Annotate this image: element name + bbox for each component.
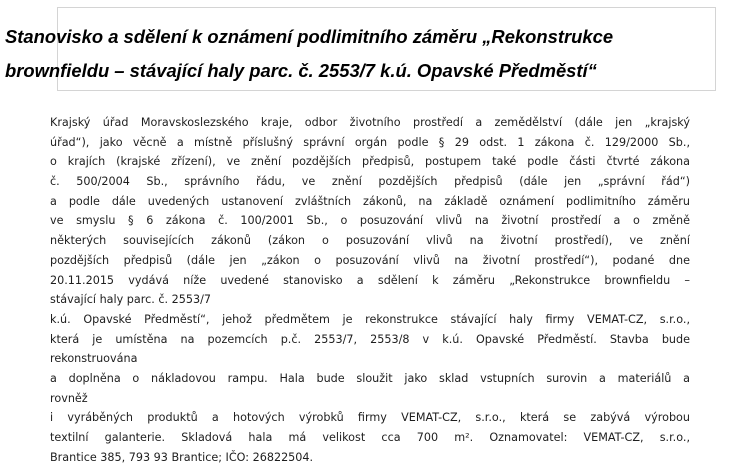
title-line-2: brownfieldu – stávající haly parc. č. 2553/7 k.ú. Opavské Předměstí“ — [5, 60, 597, 81]
body-line: Brantice 385, 793 93 Brantice; IČO: 26822504. — [50, 450, 314, 464]
body-paragraph — [50, 113, 690, 467]
body-line: která je umístěna na pozemcích p.č. 2553/7, 2553/8 v k.ú. Opavské Předměstí. Stavba bude — [50, 332, 690, 346]
body-line: o krajích (krajské zřízení), ve znění pozdějších předpisů, postupem také podle části čtvrté zákona — [50, 155, 690, 169]
body-line: a doplněna o nákladovou rampu. Hala bude sloužit jako sklad vstupních surovin a materiálů a — [50, 371, 690, 385]
body-line: rekonstruována — [50, 352, 138, 366]
title-line-1: Stanovisko a sdělení k oznámení podlimitního záměru „Rekonstrukce — [5, 26, 614, 47]
body-line: některých souvisejících zákonů (zákon o posuzování vlivů na životní prostředí), ve znění — [50, 234, 690, 248]
body-line: a podle dále uvedených ustanovení zvláštních zákonů, na základě oznámení podlimitního záměru — [50, 194, 690, 208]
body-line: č. 500/2004 Sb., správního řádu, ve znění pozdějších předpisů (dále jen „správní řád“) — [50, 175, 690, 189]
body-line: stávající haly parc. č. 2553/7 — [50, 293, 212, 307]
body-line: úřad“), jako věcně a místně příslušný správní orgán podle § 29 odst. 1 zákona č. 129/2000 Sb., — [50, 135, 690, 149]
body-line: Krajský úřad Moravskoslezského kraje, odbor životního prostředí a zemědělství (dále jen „krajský — [50, 116, 690, 129]
body-line: ve smyslu § 6 zákona č. 100/2001 Sb., o posuzování vlivů na životní prostředí a o změně — [50, 214, 690, 228]
body-line: textilní galanterie. Skladová hala má velikost cca 700 m². Oznamovatel: VEMAT-CZ, s.r.o., — [50, 431, 690, 445]
body-line: rovněž — [50, 391, 88, 405]
body-line: 20.11.2015 vydává níže uvedené stanovisko a sdělení k záměru „Rekonstrukce brownfieldu – — [50, 273, 690, 287]
document-title — [5, 20, 665, 88]
body-line: i vyráběných produktů a hotových výrobků firmy VEMAT-CZ, s.r.o., která se zabývá výrobou — [50, 411, 690, 425]
body-line: pozdějších předpisů (dále jen „zákon o posuzování vlivů na životní prostředí“), podané dne — [50, 253, 690, 267]
body-line: k.ú. Opavské Předměstí“, jehož předmětem je rekonstrukce stávající haly firmy VEMAT-CZ, s.r.o., — [50, 312, 690, 326]
